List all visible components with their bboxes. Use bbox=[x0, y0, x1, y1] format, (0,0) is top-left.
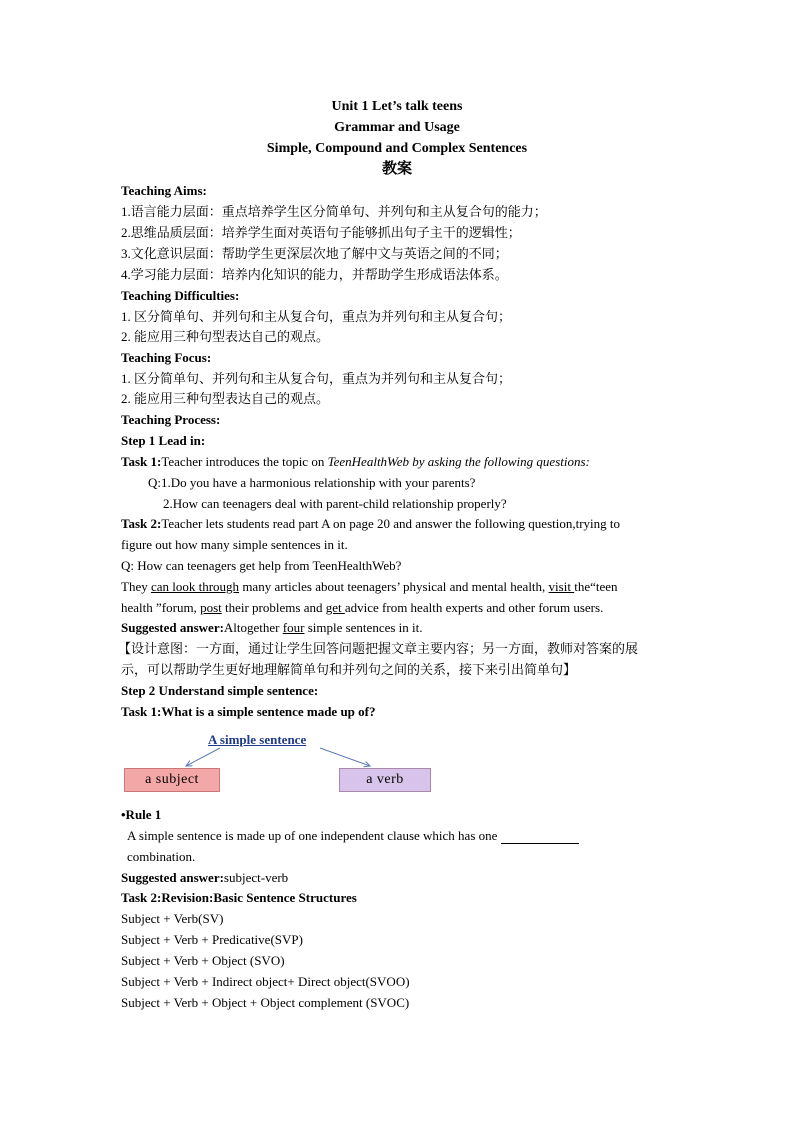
passage-text: advice from health experts and other forum users. bbox=[344, 600, 604, 615]
question-3: Q: How can teenagers get help from TeenHealthWeb? bbox=[121, 558, 402, 573]
diagram-title: A simple sentence bbox=[208, 732, 307, 747]
question-2: 2.How can teenagers deal with parent-child relationship properly? bbox=[163, 496, 507, 511]
difficulty-item: 1. 区分简单句、并列句和主从复合句，重点为并列句和主从复合句； bbox=[121, 309, 512, 324]
aim-item: 3.文化意识层面：帮助学生更深层次地了解中文与英语之间的不同； bbox=[121, 246, 508, 261]
rule-text-2: combination. bbox=[127, 849, 196, 864]
focus-item: 1. 区分简单句、并列句和主从复合句，重点为并列句和主从复合句； bbox=[121, 371, 512, 386]
difficulty-item: 2. 能应用三种句型表达自己的观点。 bbox=[121, 329, 330, 344]
answer-text: subject-verb bbox=[223, 870, 289, 885]
underlined-phrase: post bbox=[200, 600, 222, 615]
aims-heading: Teaching Aims: bbox=[121, 183, 207, 198]
aim-item: 4.学习能力层面：培养内化知识的能力，并帮助学生形成语法体系。 bbox=[121, 267, 508, 282]
step2-heading: Step 2 Understand simple sentence: bbox=[121, 683, 319, 698]
passage-text: the“teen bbox=[574, 579, 618, 594]
underlined-phrase: visit bbox=[548, 579, 575, 594]
answer-text: simple sentences in it. bbox=[304, 620, 423, 635]
structure-item: Subject + Verb + Object (SVO) bbox=[121, 953, 285, 968]
aim-item: 2.思维品质层面：培养学生面对英语句子能够抓出句子主干的逻辑性； bbox=[121, 225, 521, 240]
answer-blank bbox=[501, 831, 579, 844]
aim-item: 1.语言能力层面：重点培养学生区分简单句、并列句和主从复合句的能力； bbox=[121, 204, 547, 219]
underlined-phrase: get bbox=[325, 600, 345, 615]
design-intent-line-1: 【设计意图：一方面，通过让学生回答问题把握文章主要内容；另一方面，教师对答案的展 bbox=[118, 641, 639, 656]
answer-label: Suggested answer: bbox=[121, 870, 224, 885]
subject-box: a subject bbox=[124, 768, 220, 792]
task2-text: Teacher lets students read part A on page 20 and answer the following question,trying to bbox=[161, 516, 621, 531]
task2-heading: Task 2:Revision:Basic Sentence Structures bbox=[121, 890, 357, 905]
difficulties-heading: Teaching Difficulties: bbox=[121, 288, 240, 303]
arrow-left bbox=[186, 748, 220, 766]
structure-item: Subject + Verb + Indirect object+ Direct object(SVOO) bbox=[121, 974, 410, 989]
structure-item: Subject + Verb + Predicative(SVP) bbox=[121, 932, 303, 947]
title-unit: Unit 1 Let’s talk teens bbox=[331, 99, 463, 114]
passage-text: their problems and bbox=[221, 600, 326, 615]
step1-heading: Step 1 Lead in: bbox=[121, 433, 206, 448]
task1-line bbox=[121, 454, 590, 470]
task1-italic: TeenHealthWeb by asking the following questions: bbox=[327, 454, 590, 469]
task2-line2: figure out how many simple sentences in it. bbox=[121, 537, 348, 552]
focus-heading: Teaching Focus: bbox=[121, 350, 212, 365]
question-1: Q:1.Do you have a harmonious relationship with your parents? bbox=[148, 475, 476, 490]
structure-item: Subject + Verb + Object + Object complement (SVOC) bbox=[121, 995, 410, 1010]
passage-text: They bbox=[121, 579, 151, 594]
passage-line-2 bbox=[121, 600, 603, 616]
structure-item: Subject + Verb(SV) bbox=[121, 911, 224, 926]
task1-label: Task 1: bbox=[121, 454, 162, 469]
simple-sentence-diagram bbox=[120, 728, 440, 798]
passage-line-1 bbox=[121, 579, 618, 595]
suggested-answer-2 bbox=[121, 870, 288, 886]
process-heading: Teaching Process: bbox=[121, 412, 221, 427]
rule-heading: •Rule 1 bbox=[121, 807, 162, 822]
title-lesson-plan: 教案 bbox=[381, 161, 412, 177]
underlined-phrase: can look through bbox=[150, 579, 240, 594]
passage-text: many articles about teenagers’ physical and mental health, bbox=[239, 579, 549, 594]
task1-text: Teacher introduces the topic on bbox=[161, 454, 328, 469]
answer-underlined: four bbox=[282, 620, 305, 635]
suggested-answer-1 bbox=[121, 620, 423, 636]
answer-text: Altogether bbox=[223, 620, 283, 635]
verb-box: a verb bbox=[339, 768, 431, 792]
arrow-right bbox=[320, 748, 370, 766]
title-sentences: Simple, Compound and Complex Sentences bbox=[266, 141, 528, 156]
step2-task1: Task 1:What is a simple sentence made up of? bbox=[121, 704, 376, 719]
task2-label: Task 2: bbox=[121, 516, 162, 531]
answer-label: Suggested answer: bbox=[121, 620, 224, 635]
task2-line bbox=[121, 516, 620, 532]
design-intent-line-2: 示，可以帮助学生更好地理解简单句和并列句之间的关系，接下来引出简单句】 bbox=[121, 662, 577, 677]
rule-text bbox=[127, 828, 579, 844]
rule-text-content: A simple sentence is made up of one independent clause which has one bbox=[127, 828, 501, 843]
title-grammar: Grammar and Usage bbox=[334, 120, 460, 135]
focus-item: 2. 能应用三种句型表达自己的观点。 bbox=[121, 391, 330, 406]
passage-text: health ”forum, bbox=[121, 600, 201, 615]
